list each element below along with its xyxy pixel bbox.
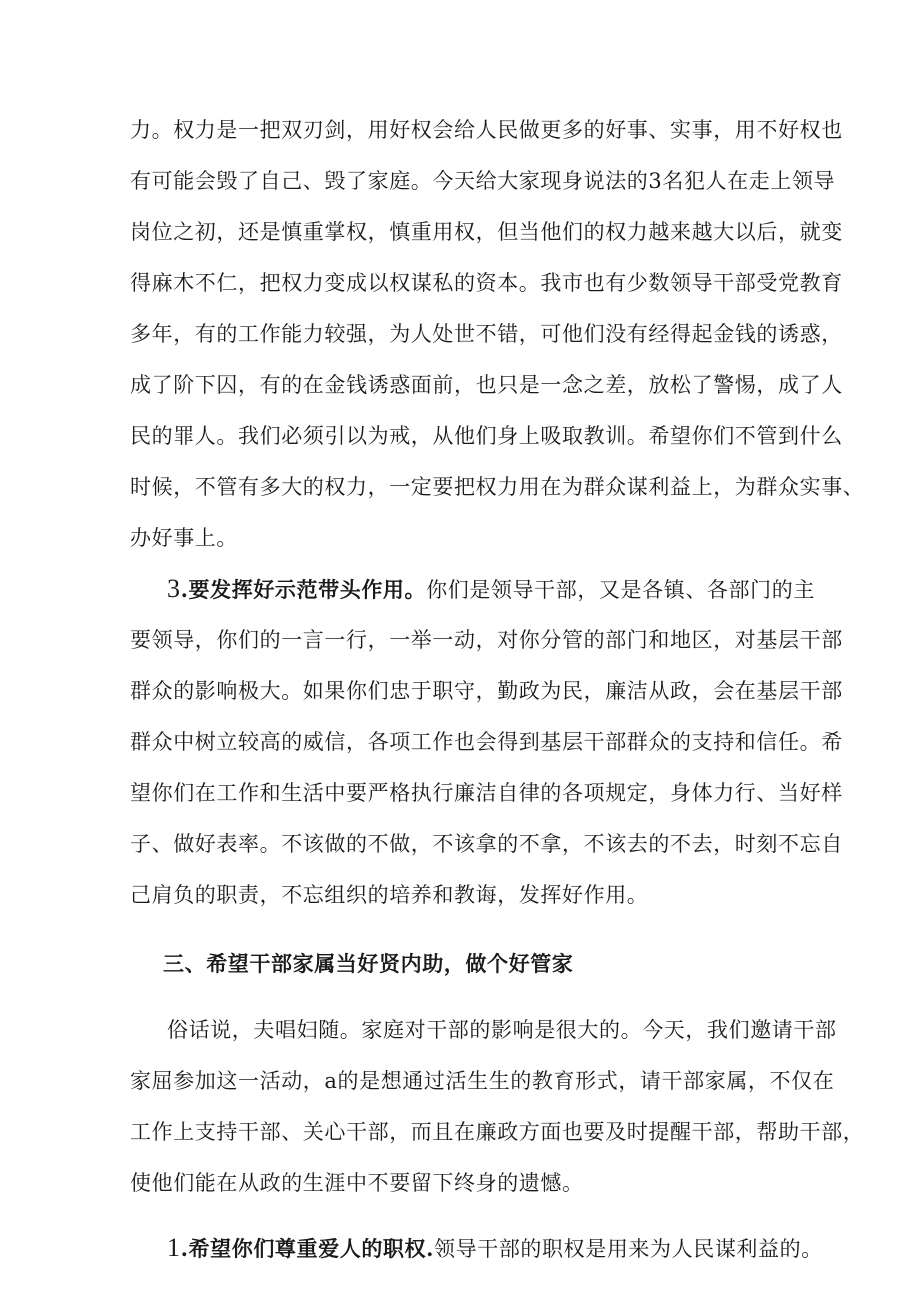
paragraph-line: 成了阶下囚，有的在金钱诱惑面前，也只是一念之差，放松了警惕，成了人 <box>130 373 843 397</box>
section-heading: 三、希望干部家属当好贤内助，做个好管家 <box>163 951 574 976</box>
paragraph-line: 办好事上。 <box>130 526 238 550</box>
paragraph-line: 得麻木不仁，把权力变成以权谋私的资本。我市也有少数领导干部受党教育 <box>130 271 843 295</box>
paragraph-line: 俗话说，夫唱妇随。家庭对干部的影响是很大的。今天，我们邀请干部 <box>167 1018 837 1042</box>
paragraph-line: 要领导，你们的一言一行，一举一动，对你分管的部门和地区，对基层干部 <box>130 628 843 652</box>
paragraph-line: 家屈参加这一活动，a的是想通过活生生的教育形式，请干部家属，不仅在 <box>130 1069 835 1093</box>
paragraph-line: 民的罪人。我们必须引以为戒，从他们身上吸取教训。希望你们不管到什么 <box>130 424 843 448</box>
paragraph-line: 己肩负的职责，不忘组织的培养和教诲，发挥好作用。 <box>130 883 649 907</box>
item-1-number: 1 <box>167 1233 181 1262</box>
paragraph-line: 子、做好表率。不该做的不做，不该拿的不拿，不该去的不去，时刻不忘自 <box>130 832 843 856</box>
item-3-text: 你们是领导干部，又是各镇、各部门的主 <box>426 578 815 602</box>
paragraph-line: 有可能会毁了自己、毁了家庭。今天给大家现身说法的3名犯人在走上领导 <box>130 169 836 193</box>
paragraph-line: 望你们在工作和生活中要严格执行廉洁自律的各项规定，身体力行、当好样 <box>130 781 843 805</box>
paragraph-line: 使他们能在从政的生涯中不要留下终身的遗憾。 <box>130 1171 584 1195</box>
item-3-title: .要发挥好示范带头作用。 <box>180 577 427 602</box>
paragraph-line: 群众中树立较高的威信，各项工作也会得到基层干部群众的支持和信任。希 <box>130 730 843 754</box>
paragraph-line: 力。权力是一把双刃剑，用好权会给人民做更多的好事、实事，用不好权也 <box>130 118 843 142</box>
paragraph-line: 岗位之初，还是慎重掌权，慎重用权，但当他们的权力越来越大以后，就变 <box>130 220 843 244</box>
paragraph-line: 多年，有的工作能力较强，为人处世不错，可他们没有经得起金钱的诱惑， <box>130 322 843 346</box>
paragraph-line: 时候，不管有多大的权力，一定要把权力用在为群众谋利益上，为群众实事、 <box>130 475 865 499</box>
item-1-line <box>167 1233 823 1264</box>
item-3-number: 3 <box>167 574 181 603</box>
paragraph-line: 工作上支持干部、关心干部，而且在廉政方面也要及时提醒干部，帮助干部， <box>130 1120 865 1144</box>
item-1-text: 领导干部的职权是用来为人民谋利益的。 <box>434 1237 823 1261</box>
item-1-title: .希望你们尊重爱人的职权. <box>180 1236 435 1261</box>
item-3-first-line <box>167 574 815 605</box>
paragraph-line: 群众的影响极大。如果你们忠于职守，勤政为民，廉洁从政，会在基层干部 <box>130 679 843 703</box>
